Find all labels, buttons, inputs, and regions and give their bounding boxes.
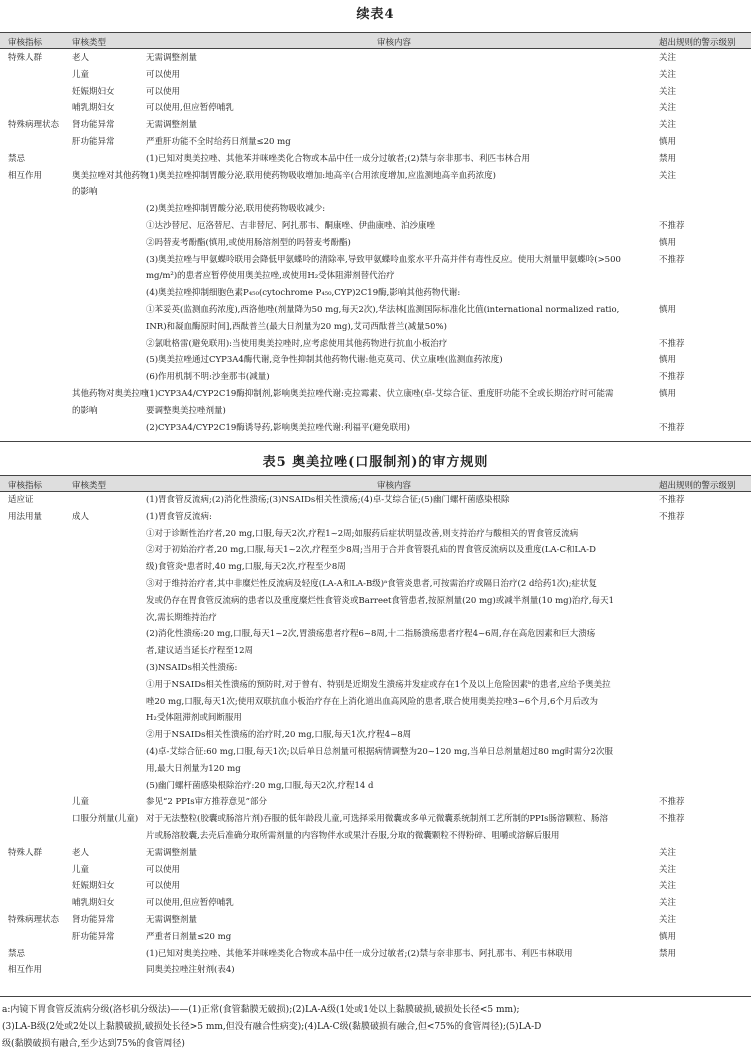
cell-content: 可以使用 — [146, 881, 181, 892]
header-indicator: 审核指标 — [8, 481, 43, 491]
cell-content: 可以使用 — [146, 86, 181, 97]
cell-warning: 不推荐 — [659, 254, 685, 265]
footnote-line: (3)LA-B级(2处或2处以上黏膜破损,破损处长径>5 mm,但没有融合性病变);(4)LA-C级(黏膜破损有融合,但<75%的食管周径);(5)LA-D — [2, 1022, 542, 1032]
cell-warning: 关注 — [659, 53, 677, 63]
cell-type: 肝功能异常 — [72, 137, 115, 147]
cell-content: (3)奥美拉唑与甲氨蝶呤联用会降低甲氨蝶呤的清除率,导致甲氨蝶呤血浆水平升高并伴有毒性反应。使用大剂量甲氨蝶呤(>500 — [146, 254, 621, 265]
cell-warning: 关注 — [659, 86, 677, 97]
cell-indicator: 特殊病理状态 — [8, 915, 60, 925]
cell-warning: 不推荐 — [659, 372, 685, 383]
cell-content: 无需调整剂量 — [146, 847, 198, 858]
cell-content: ②用于NSAIDs相关性溃疡的治疗时,20 mg,口服,每天1次,疗程4~8周 — [146, 730, 412, 741]
cell-content: 片或肠溶胶囊,去壳后准确分取所需剂量的内容物伴水或果汁吞服,分取的微囊颗粒不得粉碎、咀嚼或溶解后服用 — [146, 831, 560, 841]
cell-type: 肾功能异常 — [72, 120, 115, 131]
cell-warning: 慎用 — [659, 355, 677, 366]
cell-content: 同奥美拉唑注射剂(表4) — [146, 965, 235, 976]
cell-type: 哺乳期妇女 — [72, 898, 115, 909]
cell-content: 可以使用 — [146, 864, 181, 875]
cell-type: 儿童 — [72, 864, 90, 875]
cell-content: ①达沙替尼、厄洛替尼、吉非替尼、阿扎那韦、酮康唑、伊曲康唑、泊沙康唑 — [146, 221, 436, 231]
cell-content: 无需调整剂量 — [146, 915, 198, 925]
cell-content: ③对于维持治疗者,其中非糜烂性反流病及轻度(LA-A和LA-B级)ᵃ食管炎患者,可按需治疗或隔日治疗(2 d给药1次);症状复 — [146, 579, 597, 589]
table4-title: 续表4 — [356, 7, 395, 22]
cell-content: (1)CYP3A4/CYP2C19酶抑制剂,影响奥美拉唑代谢:克拉霉素、伏立康唑(卓-艾综合征、重度肝功能不全或长期治疗时可能需 — [146, 389, 614, 399]
cell-content: 无需调整剂量 — [146, 120, 198, 131]
cell-warning: 慎用 — [659, 305, 677, 315]
cell-content: ①对于诊断性治疗者,20 mg,口服,每天2次,疗程1~2周;如服药后症状明显改善,则支持治疗与酸相关的胃食管反流病 — [146, 528, 579, 539]
cell-warning: 不推荐 — [659, 422, 685, 433]
cell-warning: 不推荐 — [659, 814, 685, 825]
cell-warning: 关注 — [659, 69, 677, 80]
cell-content: (5)幽门螺杆菌感染根除治疗:20 mg,口服,每天2次,疗程14 d — [146, 780, 374, 791]
table5-header — [0, 475, 751, 492]
cell-warning: 不推荐 — [659, 495, 685, 505]
cell-warning: 关注 — [659, 864, 677, 875]
cell-content: ①苯妥英(监测血药浓度),西洛他唑(剂量降为50 mg,每天2次),华法林[监测国际标准化比值(international normalized ratio, — [146, 305, 620, 315]
cell-warning: 禁用 — [659, 948, 677, 959]
cell-warning: 慎用 — [659, 931, 677, 942]
cell-indicator: 相互作用 — [8, 965, 43, 976]
cell-content: 发或仍存在胃食管反流病的患者以及重度糜烂性食管炎或Barreet食管患者,按原剂量(20 mg)或减半剂量(10 mg)治疗,每天1 — [146, 595, 615, 606]
cell-content: (1)已知对奥美拉唑、其他苯并咪唑类化合物或本品中任一成分过敏者;(2)禁与奈非那韦、阿扎那韦、利匹韦林联用 — [146, 948, 573, 959]
footnote-line: 级(黏膜破损有融合,至少达到75%的食管周径) — [2, 1039, 185, 1049]
cell-warning: 关注 — [659, 170, 677, 181]
cell-content: ②吗替麦考酚酯(慎用,或使用肠溶剂型的吗替麦考酚酯) — [146, 237, 351, 248]
cell-type: 的影响 — [72, 187, 98, 198]
cell-content: (2)CYP3A4/CYP2C19酶诱导药,影响奥美拉唑代谢:利福平(避免联用) — [146, 422, 410, 433]
cell-content: (1)胃食管反流病: — [146, 511, 212, 522]
cell-warning: 不推荐 — [659, 511, 685, 522]
cell-indicator: 禁忌 — [8, 153, 26, 164]
cell-content: 可以使用 — [146, 69, 181, 80]
cell-type: 妊娠期妇女 — [72, 881, 115, 892]
cell-type: 成人 — [72, 511, 90, 522]
cell-type: 老人 — [72, 847, 90, 858]
table5-title: 表5 奥美拉唑(口服制剂)的审方规则 — [262, 455, 489, 470]
cell-content: (4)卓-艾综合征:60 mg,口服,每天1次;以后单日总剂量可根据病情调整为20~120 mg,当单日总剂量超过80 mg时需分2次服 — [146, 747, 613, 757]
cell-type: 儿童 — [72, 69, 90, 80]
cell-warning: 关注 — [659, 898, 677, 909]
cell-indicator: 适应证 — [8, 495, 34, 505]
cell-indicator: 特殊人群 — [8, 847, 43, 858]
cell-type: 儿童 — [72, 797, 90, 808]
cell-content: 可以使用,但应暂停哺乳 — [146, 898, 234, 909]
cell-type: 口服分剂量(儿童) — [72, 814, 139, 825]
cell-content: (4)奥美拉唑抑制细胞色素P₄₅₀(cytochrome P₄₅₀,CYP)2C19酶,影响其他药物代谢: — [146, 288, 461, 299]
footnote-line: a:内镜下胃食管反流病分级(洛杉矶分级法)——(1)正常(食管黏膜无破损);(2)LA-A级(1处或1处以上黏膜破损,破损处长径<5 mm); — [2, 1005, 520, 1015]
cell-indicator: 特殊人群 — [8, 53, 43, 63]
cell-content: (5)奥美拉唑通过CYP3A4酶代谢,竞争性抑制其他药物代谢:他克莫司、伏立康唑(监测血药浓度) — [146, 355, 503, 366]
cell-type: 的影响 — [72, 405, 98, 416]
cell-content: ②对于初始治疗者,20 mg,口服,每天1~2次,疗程至少8周;当用于合并食管裂孔疝的胃食管反流病以及重度(LA-C和LA-D — [146, 545, 596, 556]
cell-warning: 关注 — [659, 847, 677, 858]
header-type: 审核类型 — [72, 481, 107, 491]
cell-content: (3)NSAIDs相关性溃疡: — [146, 663, 238, 673]
cell-warning: 关注 — [659, 881, 677, 892]
cell-warning: 禁用 — [659, 153, 677, 164]
cell-content: INR)和凝血酶原时间],西酞普兰(最大日剂量为20 mg),艾司西酞普兰(减量50%) — [146, 321, 447, 332]
cell-indicator: 用法用量 — [8, 511, 43, 522]
cell-content: (1)胃食管反流病;(2)消化性溃疡;(3)NSAIDs相关性溃疡;(4)卓-艾综合征;(5)幽门螺杆菌感染根除 — [146, 495, 510, 505]
cell-content: 参见“2 PPIs审方推荐意见”部分 — [146, 797, 267, 808]
cell-type: 肾功能异常 — [72, 915, 115, 925]
cell-type: 奥美拉唑对其他药物 — [72, 170, 149, 181]
header-content: 审核内容 — [377, 481, 412, 491]
cell-type: 其他药物对奥美拉唑 — [72, 389, 149, 399]
cell-warning: 关注 — [659, 120, 677, 131]
cell-content: (1)奥美拉唑抑制胃酸分泌,联用使药物吸收增加:地高辛(合用浓度增加,应监测地高辛血药浓度) — [146, 170, 496, 181]
cell-content: ①用于NSAIDs相关性溃疡的预防时,对于曾有、特别是近期发生溃疡并发症或存在1个及以上危险因素ᵇ的患者,应给予奥美拉 — [146, 679, 611, 690]
cell-content: (2)消化性溃疡:20 mg,口服,每天1~2次,胃溃疡患者疗程6~8周,十二指肠溃疡患者疗程4~6周,存在高危因素和巨大溃疡 — [146, 629, 596, 640]
cell-content: 严重肝功能不全时给药日剂量≤20 mg — [146, 137, 291, 147]
cell-warning: 慎用 — [659, 237, 677, 248]
cell-warning: 慎用 — [659, 389, 677, 399]
table5-bottom-rule — [0, 996, 751, 997]
cell-content: (1)已知对奥美拉唑、其他苯并咪唑类化合物或本品中任一成分过敏者;(2)禁与奈非那韦、利匹韦林合用 — [146, 153, 530, 164]
cell-content: 对于无法整粒(胶囊或肠溶片剂)吞服的低年龄段儿童,可选择采用微囊或多单元微囊系统制剂工艺所制的PPIs肠溶颗粒、肠溶 — [146, 814, 608, 825]
cell-content: (6)作用机制不明:沙奎那韦(减量) — [146, 372, 270, 383]
cell-content: 次,需长期维持治疗 — [146, 612, 217, 623]
cell-indicator: 特殊病理状态 — [8, 120, 60, 131]
header-warning-level: 超出规则的警示级别 — [659, 38, 736, 48]
cell-warning: 不推荐 — [659, 797, 685, 808]
cell-indicator: 禁忌 — [8, 948, 26, 959]
header-indicator: 审核指标 — [8, 38, 43, 48]
table4-bottom-rule — [0, 441, 751, 442]
cell-warning: 不推荐 — [659, 338, 685, 349]
cell-type: 哺乳期妇女 — [72, 103, 115, 114]
cell-warning: 关注 — [659, 915, 677, 925]
header-content: 审核内容 — [377, 38, 412, 48]
cell-content: 级)食管炎ᵃ患者时,40 mg,口服,每天2次,疗程至少8周 — [146, 562, 346, 573]
cell-content: 者,建议适当延长疗程至12周 — [146, 646, 254, 657]
cell-content: 可以使用,但应暂停哺乳 — [146, 103, 234, 114]
table4-header — [0, 32, 751, 49]
header-warning-level: 超出规则的警示级别 — [659, 481, 736, 491]
cell-content: 无需调整剂量 — [146, 53, 198, 63]
cell-type: 肝功能异常 — [72, 931, 115, 942]
cell-content: (2)奥美拉唑抑制胃酸分泌,联用使药物吸收减少: — [146, 204, 326, 215]
header-type: 审核类型 — [72, 38, 107, 48]
cell-content: mg/m²)的患者应暂停使用奥美拉唑,或使用H₂受体阻滞剂替代治疗 — [146, 271, 395, 282]
footnote — [2, 1002, 749, 1053]
cell-type: 老人 — [72, 53, 90, 63]
cell-content: 用,最大日剂量为120 mg — [146, 763, 241, 774]
cell-content: 要调整奥美拉唑剂量) — [146, 405, 226, 416]
cell-warning: 关注 — [659, 103, 677, 114]
cell-type: 妊娠期妇女 — [72, 86, 115, 97]
cell-content: 唑20 mg,口服,每天1次;使用双联抗血小板治疗存在上消化道出血高风险的患者,联合使用奥美拉唑3~6个月,6个月后改为 — [146, 696, 598, 707]
cell-warning: 慎用 — [659, 137, 677, 147]
cell-content: H₂受体阻滞剂或间断服用 — [146, 713, 242, 724]
cell-warning: 不推荐 — [659, 221, 685, 231]
cell-indicator: 相互作用 — [8, 170, 43, 181]
cell-content: ②氯吡格雷(避免联用):当使用奥美拉唑时,应考虑使用其他药物进行抗血小板治疗 — [146, 338, 448, 349]
cell-content: 严重者日剂量≤20 mg — [146, 931, 232, 942]
